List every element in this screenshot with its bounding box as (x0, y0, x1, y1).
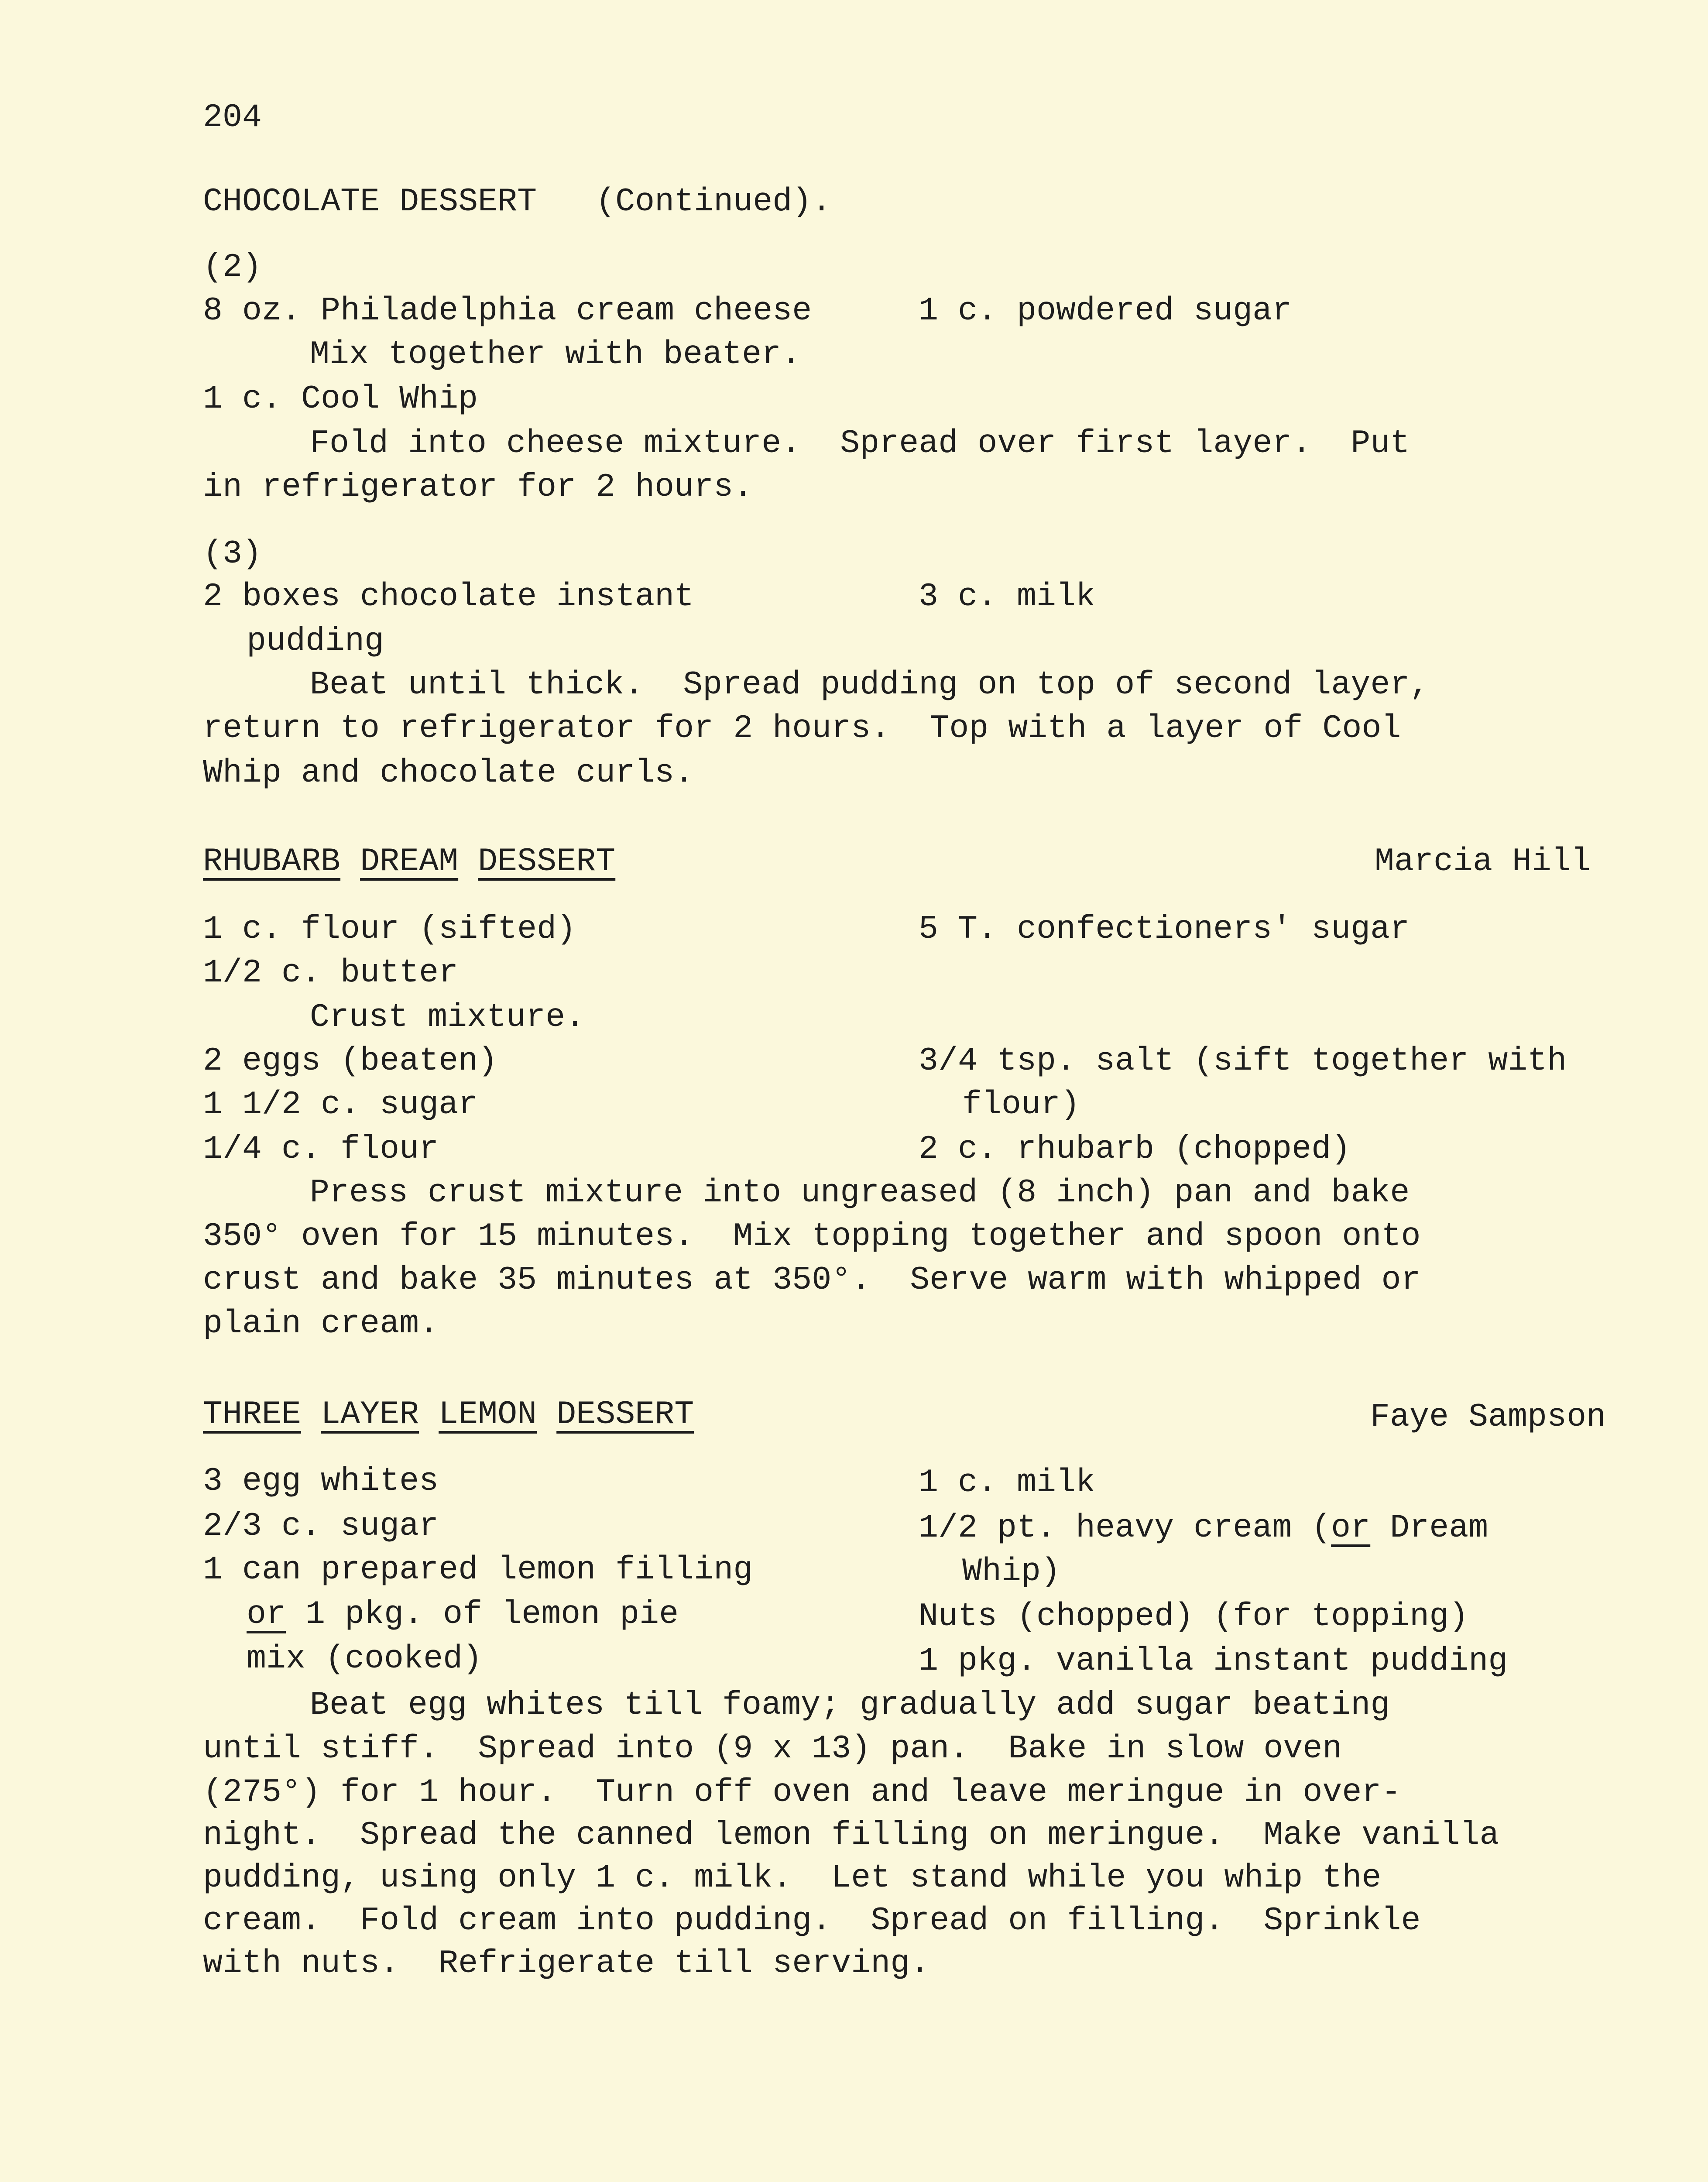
ingredient: 2/3 c. sugar (203, 1508, 439, 1545)
instruction: crust and bake 35 minutes at 350°. Serve warm with whipped or (203, 1262, 1421, 1299)
ingredient: Nuts (chopped) (for topping) (919, 1598, 1469, 1635)
ingredient: 1 c. milk (919, 1464, 1096, 1501)
ingredient: 1 pkg. vanilla instant pudding (919, 1643, 1508, 1680)
recipe-author: Marcia Hill (1375, 843, 1591, 880)
rhubarb-dessert-title (203, 840, 615, 884)
title-word: DESSERT (556, 1396, 694, 1433)
ingredient: 3 c. milk (919, 578, 1096, 615)
instruction: Press crust mixture into ungreased (8 inch) pan and bake (310, 1174, 1410, 1211)
lemon-dessert-title (203, 1393, 694, 1437)
or-word: or (247, 1596, 286, 1633)
step-2-label: (2) (203, 249, 262, 286)
instruction: return to refrigerator for 2 hours. Top with a layer of Cool (203, 710, 1401, 747)
ingredient: 5 T. confectioners' sugar (919, 911, 1410, 948)
recipe-author: Faye Sampson (1370, 1399, 1606, 1436)
ingredient: 3/4 tsp. salt (sift together with (919, 1043, 1567, 1080)
instruction: in refrigerator for 2 hours. (203, 469, 753, 506)
instruction: (275°) for 1 hour. Turn off oven and leave meringue in over- (203, 1774, 1401, 1811)
ingredient: 1 c. Cool Whip (203, 381, 478, 418)
title-word: RHUBARB (203, 843, 341, 880)
ingredient-text: 1 pkg. of lemon pie (286, 1596, 679, 1633)
title-word: THREE (203, 1396, 302, 1433)
chocolate-dessert-heading: CHOCOLATE DESSERT (Continued). (203, 183, 832, 220)
title-word: LEMON (439, 1396, 537, 1433)
ingredient: 2 boxes chocolate instant (203, 578, 694, 615)
ingredient: 1 can prepared lemon filling (203, 1551, 753, 1588)
step-3-label: (3) (203, 535, 262, 573)
ingredient: 2 eggs (beaten) (203, 1043, 498, 1080)
ingredient: 3 egg whites (203, 1463, 439, 1500)
ingredient: Whip) (962, 1553, 1061, 1590)
instruction: Fold into cheese mixture. Spread over first layer. Put (310, 425, 1410, 462)
instruction: Crust mixture. (310, 999, 585, 1036)
instruction: with nuts. Refrigerate till serving. (203, 1945, 930, 1982)
ingredient-text: Dream (1370, 1510, 1488, 1547)
ingredient: 2 c. rhubarb (chopped) (919, 1131, 1351, 1168)
instruction: plain cream. (203, 1305, 439, 1342)
ingredient-text: 1/2 pt. heavy cream ( (919, 1510, 1331, 1547)
ingredient: 1 c. flour (sifted) (203, 911, 576, 948)
ingredient: 1/4 c. flour (203, 1131, 439, 1168)
instruction: Whip and chocolate curls. (203, 755, 694, 792)
ingredient: 1 c. powdered sugar (919, 292, 1292, 329)
page-number: 204 (203, 99, 262, 136)
ingredient: 8 oz. Philadelphia cream cheese (203, 292, 812, 329)
instruction: 350° oven for 15 minutes. Mix topping together and spoon onto (203, 1218, 1421, 1255)
ingredient (247, 1593, 679, 1636)
title-word: LAYER (321, 1396, 419, 1433)
instruction: until stiff. Spread into (9 x 13) pan. Bake in slow oven (203, 1730, 1342, 1767)
ingredient (919, 1506, 1488, 1550)
or-word: or (1331, 1510, 1371, 1547)
ingredient: 1/2 c. butter (203, 954, 459, 992)
title-word: DESSERT (478, 843, 616, 880)
title-word: DREAM (360, 843, 459, 880)
instruction: Beat egg whites till foamy; gradually add sugar beating (310, 1687, 1390, 1724)
ingredient: 1 1/2 c. sugar (203, 1086, 478, 1123)
instruction: night. Spread the canned lemon filling on meringue. Make vanilla (203, 1817, 1499, 1854)
instruction: Mix together with beater. (310, 336, 801, 373)
ingredient: mix (cooked) (247, 1640, 483, 1678)
ingredient: flour) (962, 1086, 1080, 1123)
instruction: cream. Fold cream into pudding. Spread on filling. Sprinkle (203, 1902, 1421, 1939)
ingredient: pudding (247, 623, 384, 660)
instruction: pudding, using only 1 c. milk. Let stand while you whip the (203, 1860, 1382, 1897)
instruction: Beat until thick. Spread pudding on top of second layer, (310, 666, 1430, 703)
